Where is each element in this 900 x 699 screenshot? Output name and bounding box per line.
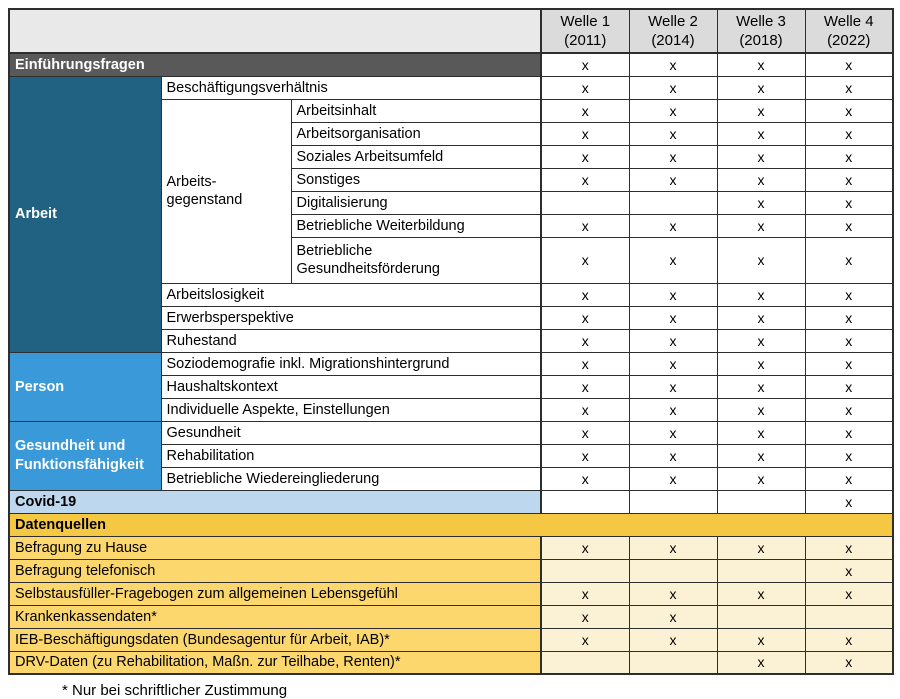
row-label: Selbstausfüller-Fragebogen zum allgemeinen Lebensgefühl [9, 582, 541, 605]
mark-cell: x [629, 628, 717, 651]
mark-cell: x [541, 53, 629, 76]
mark-cell: x [805, 628, 893, 651]
row-label: IEB-Beschäftigungsdaten (Bundesagentur für Arbeit, IAB)* [9, 628, 541, 651]
mark-cell: x [629, 444, 717, 467]
row-label: Betriebliche Weiterbildung [291, 214, 541, 237]
row-label: Krankenkassendaten* [9, 605, 541, 628]
wave-name: Welle 1 [560, 12, 611, 30]
mark-cell: x [717, 421, 805, 444]
mark-cell: x [805, 536, 893, 559]
row-label: Haushaltskontext [161, 375, 541, 398]
mark-cell: x [629, 467, 717, 490]
mark-cell: x [629, 283, 717, 306]
mark-cell: x [541, 421, 629, 444]
mark-cell: x [541, 237, 629, 283]
mark-cell: x [805, 283, 893, 306]
page [0, 8, 900, 699]
mark-cell: x [805, 582, 893, 605]
mark-cell: x [717, 375, 805, 398]
wave-header-3 [717, 9, 805, 53]
mark-cell: x [805, 398, 893, 421]
mark-cell: x [805, 329, 893, 352]
row-label: Ruhestand [161, 329, 541, 352]
mark-cell: x [805, 559, 893, 582]
mark-cell: x [629, 76, 717, 99]
row-label: Soziales Arbeitsumfeld [291, 145, 541, 168]
mark-cell: x [717, 122, 805, 145]
mark-cell: x [541, 168, 629, 191]
row-befragung-telefonisch [9, 559, 893, 582]
mark-cell [717, 490, 805, 513]
mark-cell: x [717, 628, 805, 651]
mark-cell: x [629, 329, 717, 352]
mark-cell: x [805, 490, 893, 513]
mark-cell: x [717, 53, 805, 76]
mark-cell: x [717, 467, 805, 490]
wave-year: (2018) [739, 32, 783, 49]
wave-year: (2022) [827, 32, 871, 49]
mark-cell: x [629, 214, 717, 237]
mark-cell: x [717, 651, 805, 674]
mark-cell: x [717, 582, 805, 605]
mark-cell: x [805, 651, 893, 674]
row-befragung-zu-hause [9, 536, 893, 559]
row-label: Arbeitslosigkeit [161, 283, 541, 306]
mark-cell: x [717, 214, 805, 237]
label-line: Gesundheit und [15, 438, 126, 455]
mark-cell: x [805, 352, 893, 375]
mark-cell: x [629, 237, 717, 283]
mark-cell: x [541, 99, 629, 122]
label-line: Betriebliche [296, 242, 373, 259]
mark-cell: x [629, 122, 717, 145]
mark-cell: x [717, 398, 805, 421]
mark-cell: x [805, 76, 893, 99]
mark-cell: x [717, 536, 805, 559]
row-gesundheit [9, 421, 893, 444]
row-label: DRV-Daten (zu Rehabilitation, Maßn. zur Teilhabe, Renten)* [9, 651, 541, 674]
mark-cell: x [805, 53, 893, 76]
wave-header-2 [629, 9, 717, 53]
mark-cell: x [629, 536, 717, 559]
wave-year: (2014) [651, 32, 695, 49]
mark-cell [541, 559, 629, 582]
mark-cell: x [629, 306, 717, 329]
footnote: * Nur bei schriftlicher Zustimmung [62, 682, 288, 699]
mark-cell: x [541, 398, 629, 421]
row-label: Betriebliche Wiedereingliederung [161, 467, 541, 490]
row-label: Beschäftigungsverhältnis [161, 76, 541, 99]
mark-cell: x [541, 467, 629, 490]
section-label-gesundheit [9, 421, 161, 490]
mark-cell: x [717, 76, 805, 99]
mark-cell: x [805, 306, 893, 329]
row-label: Arbeitsinhalt [291, 99, 541, 122]
mark-cell: x [541, 306, 629, 329]
mark-cell: x [541, 375, 629, 398]
mark-cell: x [805, 237, 893, 283]
label-line: gegenstand [166, 192, 243, 208]
mark-cell: x [717, 306, 805, 329]
mark-cell [717, 559, 805, 582]
mark-cell: x [805, 191, 893, 214]
mark-cell: x [805, 214, 893, 237]
wave-name: Welle 2 [648, 12, 698, 30]
mark-cell [805, 605, 893, 628]
mark-cell: x [717, 237, 805, 283]
mark-cell: x [717, 191, 805, 214]
survey-wave-matrix-table [8, 8, 894, 675]
mark-cell [629, 490, 717, 513]
section-label-arbeit: Arbeit [9, 76, 161, 352]
mark-cell: x [629, 352, 717, 375]
mark-cell: x [629, 582, 717, 605]
mark-cell: x [717, 444, 805, 467]
mark-cell: x [805, 145, 893, 168]
mark-cell: x [717, 168, 805, 191]
section-label-person: Person [9, 352, 161, 421]
mark-cell: x [805, 99, 893, 122]
mark-cell: x [629, 168, 717, 191]
row-label [291, 237, 541, 283]
row-covid-19 [9, 490, 893, 513]
label-line: Funktionsfähigkeit [15, 456, 144, 473]
mark-cell: x [717, 145, 805, 168]
wave-header-4 [805, 9, 893, 53]
mark-cell: x [629, 53, 717, 76]
mark-cell: x [629, 99, 717, 122]
row-einfuehrungsfragen [9, 53, 893, 76]
row-soziodemografie [9, 352, 893, 375]
row-label: Erwerbsperspektive [161, 306, 541, 329]
row-beschaeftigungsverhaeltnis [9, 76, 893, 99]
row-ieb-beschaeftigungsdaten [9, 628, 893, 651]
mark-cell: x [805, 467, 893, 490]
mark-cell: x [541, 76, 629, 99]
corner-cell [9, 9, 541, 53]
wave-name: Welle 4 [823, 12, 874, 30]
row-label: Befragung zu Hause [9, 536, 541, 559]
wave-name: Welle 3 [736, 12, 786, 30]
section-label-covid: Covid-19 [9, 490, 541, 513]
label-line: Gesundheitsförderung [296, 261, 440, 277]
mark-cell: x [629, 145, 717, 168]
mark-cell: x [805, 444, 893, 467]
row-selbstausfueller-fragebogen [9, 582, 893, 605]
mark-cell: x [717, 352, 805, 375]
mark-cell: x [541, 145, 629, 168]
mark-cell: x [541, 352, 629, 375]
mark-cell: x [541, 536, 629, 559]
mark-cell [629, 191, 717, 214]
mark-cell: x [805, 122, 893, 145]
mark-cell: x [805, 168, 893, 191]
row-label: Digitalisierung [291, 191, 541, 214]
row-label: Sonstiges [291, 168, 541, 191]
row-label: Gesundheit [161, 421, 541, 444]
mark-cell [629, 651, 717, 674]
row-label: Befragung telefonisch [9, 559, 541, 582]
table-header-row [9, 9, 893, 53]
mark-cell: x [717, 329, 805, 352]
mark-cell: x [629, 605, 717, 628]
mark-cell [629, 559, 717, 582]
mark-cell [541, 490, 629, 513]
mark-cell: x [541, 329, 629, 352]
row-krankenkassendaten [9, 605, 893, 628]
mark-cell: x [541, 122, 629, 145]
mark-cell: x [541, 214, 629, 237]
row-datenquellen-header [9, 513, 893, 536]
mark-cell [541, 191, 629, 214]
mark-cell: x [541, 605, 629, 628]
mark-cell: x [717, 283, 805, 306]
row-label: Rehabilitation [161, 444, 541, 467]
mark-cell: x [629, 398, 717, 421]
section-label-einfuehrungsfragen: Einführungsfragen [9, 53, 541, 76]
mark-cell: x [541, 283, 629, 306]
mark-cell: x [541, 628, 629, 651]
row-drv-daten [9, 651, 893, 674]
mark-cell: x [629, 421, 717, 444]
subsection-label-arbeitsgegenstand [161, 99, 291, 283]
mark-cell [541, 651, 629, 674]
wave-header-1 [541, 9, 629, 53]
mark-cell: x [805, 421, 893, 444]
section-label-datenquellen: Datenquellen [9, 513, 893, 536]
row-label: Soziodemografie inkl. Migrationshintergrund [161, 352, 541, 375]
mark-cell: x [629, 375, 717, 398]
mark-cell: x [541, 444, 629, 467]
mark-cell: x [541, 582, 629, 605]
wave-year: (2011) [564, 32, 607, 49]
mark-cell [717, 605, 805, 628]
label-line: Arbeits- [166, 173, 217, 190]
mark-cell: x [717, 99, 805, 122]
mark-cell: x [805, 375, 893, 398]
row-label: Arbeitsorganisation [291, 122, 541, 145]
row-label: Individuelle Aspekte, Einstellungen [161, 398, 541, 421]
